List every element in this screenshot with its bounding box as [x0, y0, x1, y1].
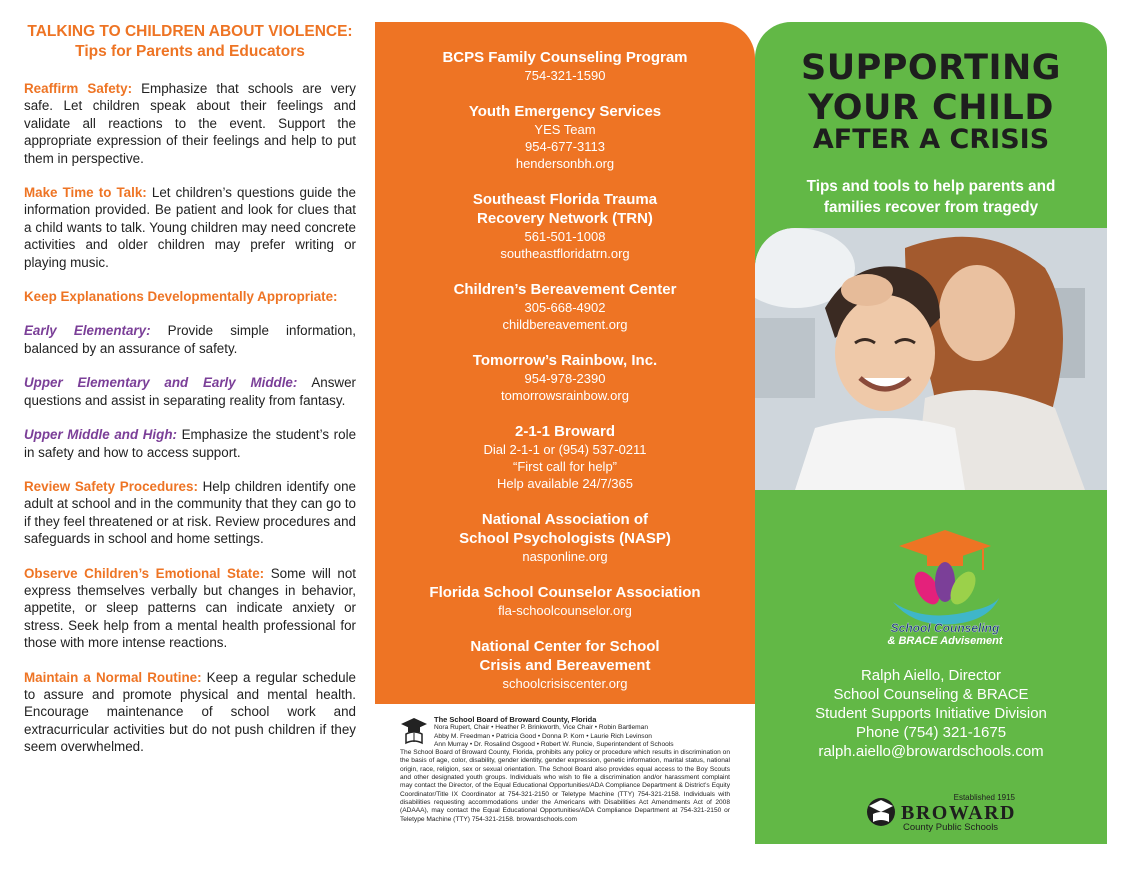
director-email: ralph.aiello@browardschools.com [818, 743, 1044, 760]
contact-name: Florida School Counselor Association [429, 584, 701, 601]
contact-name: Youth Emergency Services [468, 103, 662, 120]
tip-label: Review Safety Procedures: [24, 478, 198, 494]
cover-panel [755, 22, 1107, 844]
contact-phone: 561-501-1008 [524, 229, 606, 244]
contact-phone: 305-668-4902 [524, 300, 606, 315]
contact-website: childbereavement.org [502, 317, 628, 332]
logo-text-line2: & BRACE Advisement [887, 635, 1003, 646]
cover-title-line2: YOUR CHILD [808, 88, 1054, 128]
tips-title-line2: Tips for Parents and Educators [75, 43, 305, 60]
board-members-line: Abby M. Freedman • Patricia Good • Donna P. Korn • Laurie Rich Levinson [434, 732, 652, 740]
director-division: Student Supports Initiative Division [815, 705, 1047, 722]
contact-youth-emergency [375, 102, 755, 172]
tip-text: Answer questions and assist in separating reality from fantasy. [24, 375, 356, 408]
contact-bereavement-center [375, 280, 755, 333]
contact-name-line2: Recovery Network (TRN) [477, 210, 653, 227]
tip-text: Some will not express themselves verbally but changes in behavior, appetite, or sleep patterns can indicate anxiety or stress. Seek help from a mental health professional for those with more intense reactions. [24, 565, 356, 651]
tip-text: Keep a regular schedule to assure and promote physical and mental health. Encourage maintenance of school work and extracurricular activities but do not push children if they seem overwhelmed. [24, 669, 356, 755]
contact-name: Southeast Florida Trauma [472, 191, 658, 208]
broward-name: BROWARD [901, 802, 1016, 824]
tip-text: Emphasize that schools are very safe. Let children speak about their feelings and validate all reactions to the event. Support the appropriate expression of their feelings and help to put them in perspective. [24, 81, 356, 166]
contact-ncscb [375, 637, 755, 692]
tip-observe-emotional [24, 565, 356, 652]
contact-website: hendersonbh.org [515, 156, 615, 171]
contact-name: Children’s Bereavement Center [453, 281, 677, 298]
contact-website: fla-schoolcounselor.org [498, 603, 632, 618]
cover-title-line3: AFTER A CRISIS [812, 124, 1050, 155]
photo-illustration [755, 228, 1107, 490]
contacts-list [375, 22, 755, 692]
broward-logo-icon [865, 790, 1025, 834]
board-members-line: Ann Murray • Dr. Rosalind Osgood • Robert W. Runcie, Superintendent of Schools [434, 740, 674, 748]
director-name: Ralph Aiello, Director [860, 667, 1002, 684]
tip-make-time [24, 184, 356, 271]
contact-phone: 754-321-1590 [524, 68, 606, 83]
cover-subtitle-line2: families recover from tragedy [823, 199, 1039, 216]
contact-phone: 954-978-2390 [524, 371, 606, 386]
contact-availability: Help available 24/7/365 [497, 476, 633, 491]
director-contact [755, 666, 1107, 761]
contact-name: National Center for School [470, 638, 660, 655]
contact-website: southeastfloridatrn.org [500, 246, 630, 261]
board-members [434, 724, 730, 749]
contact-bcps-family-counseling [375, 48, 755, 84]
tip-label: Reaffirm Safety: [24, 81, 133, 96]
director-phone: Phone (754) 321-1675 [855, 724, 1007, 741]
broward-established: Established 1915 [953, 793, 1015, 802]
resources-panel [375, 22, 755, 704]
school-counseling-logo [865, 524, 1025, 646]
tip-label: Make Time to Talk: [24, 185, 147, 201]
contact-website: tomorrowsrainbow.org [501, 388, 629, 403]
logo-text-line1: School Counseling [890, 621, 1000, 635]
tip-normal-routine [24, 669, 356, 756]
broward-schools-logo [865, 790, 1025, 834]
graduation-cap-hand-icon [865, 524, 1025, 646]
contact-nasp [375, 510, 755, 565]
board-members-line: Nora Rupert, Chair • Heather P. Brinkworth, Vice Chair • Robin Bartleman [434, 724, 648, 732]
tip-review-safety [24, 478, 356, 548]
contact-trn [375, 190, 755, 262]
tip-label: Maintain a Normal Routine: [24, 669, 202, 685]
director-department: School Counseling & BRACE [833, 686, 1029, 703]
tip-text: Emphasize the student’s role in safety and how to access support. [24, 427, 357, 460]
contact-fsca [375, 583, 755, 619]
non-discrimination-statement: The School Board of Broward County, Florida, prohibits any policy or procedure which results in discrimination on the basis of age, color, disability, gender identity, gender expression, genetic information, marital status, national origin, race, religion, sex or sexual orientation. The School Board also provides equal access to the Boy Scouts and other designated youth groups. Individuals who wish to file a discrimination and/or harassment complaint may contact the Director, of the Equal Educational Opportunities/ADA Compliance Department & District’s Equity Coordinator/Title IX Coordinator at 754-321-2150 or Teletype Machine (TTY) 754-321-2158. Individuals with disabilities requesting accommodations under the Americans with Disabilities Act Amendments Act of 2008 (ADAAA), may contact the Equal Educational Opportunities/ADA Compliance Department at 754-321-2150 or Teletype Machine (TTY) 754-321-2158. browardschools.com [400, 749, 730, 823]
tip-heading-developmental: Keep Explanations Developmentally Appropriate: [24, 289, 338, 305]
tip-reaffirm-safety [24, 80, 356, 167]
cover-subtitle-line1: Tips and tools to help parents and [806, 178, 1056, 195]
contact-phone: 954-677-3113 [525, 139, 605, 154]
contact-name-line2: School Psychologists (NASP) [459, 530, 671, 547]
contact-phone: Dial 2-1-1 or (954) 537-0211 [483, 442, 647, 457]
tip-sublabel: Upper Elementary and Early Middle: [24, 375, 298, 391]
school-board-notice [400, 716, 730, 824]
tip-sublabel: Upper Middle and High: [24, 427, 177, 443]
board-title: The School Board of Broward County, Florida [434, 715, 597, 724]
contact-website: schoolcrisiscenter.org [502, 676, 628, 691]
contact-name: National Association of [481, 511, 649, 528]
contact-team: YES Team [534, 122, 596, 137]
contact-tagline: “First call for help” [512, 459, 618, 474]
contact-name-line2: Crisis and Bereavement [479, 657, 651, 674]
broward-subtitle: County Public Schools [903, 822, 999, 833]
tips-title-line1: TALKING TO CHILDREN ABOUT VIOLENCE: [27, 23, 353, 40]
tip-upper-middle [24, 426, 356, 461]
tips-panel [24, 22, 356, 773]
school-board-logo-icon [400, 716, 428, 746]
contact-211-broward [375, 422, 755, 492]
tip-upper-elementary [24, 374, 356, 409]
tip-label: Observe Children’s Emotional State: [24, 565, 265, 581]
tip-text: Let children’s questions guide the information provided. Be patient and look for clues that a child wants to talk. Young children may need concrete activities and older children may prefer writing or playing music. [24, 185, 356, 270]
contact-website: nasponline.org [522, 549, 608, 564]
cover-subtitle [755, 176, 1107, 218]
tip-text: Help children identify one adult at school and in the community that they can go to if they feel threatened or at risk. Review procedures and safeguards in school and home settings. [24, 478, 356, 547]
tips-title [24, 22, 356, 62]
cover-title-line1: SUPPORTING [801, 48, 1061, 88]
tip-early-elementary [24, 322, 356, 357]
tip-sublabel: Early Elementary: [24, 323, 151, 339]
mother-son-photo [755, 228, 1107, 490]
contact-name: 2-1-1 Broward [514, 423, 616, 440]
contact-name: BCPS Family Counseling Program [442, 49, 688, 66]
tip-text: Provide simple information, balanced by an assurance of safety. [24, 323, 356, 356]
contact-tomorrows-rainbow [375, 351, 755, 404]
cover-title-main [755, 48, 1107, 128]
contact-name: Tomorrow’s Rainbow, Inc. [472, 352, 658, 369]
